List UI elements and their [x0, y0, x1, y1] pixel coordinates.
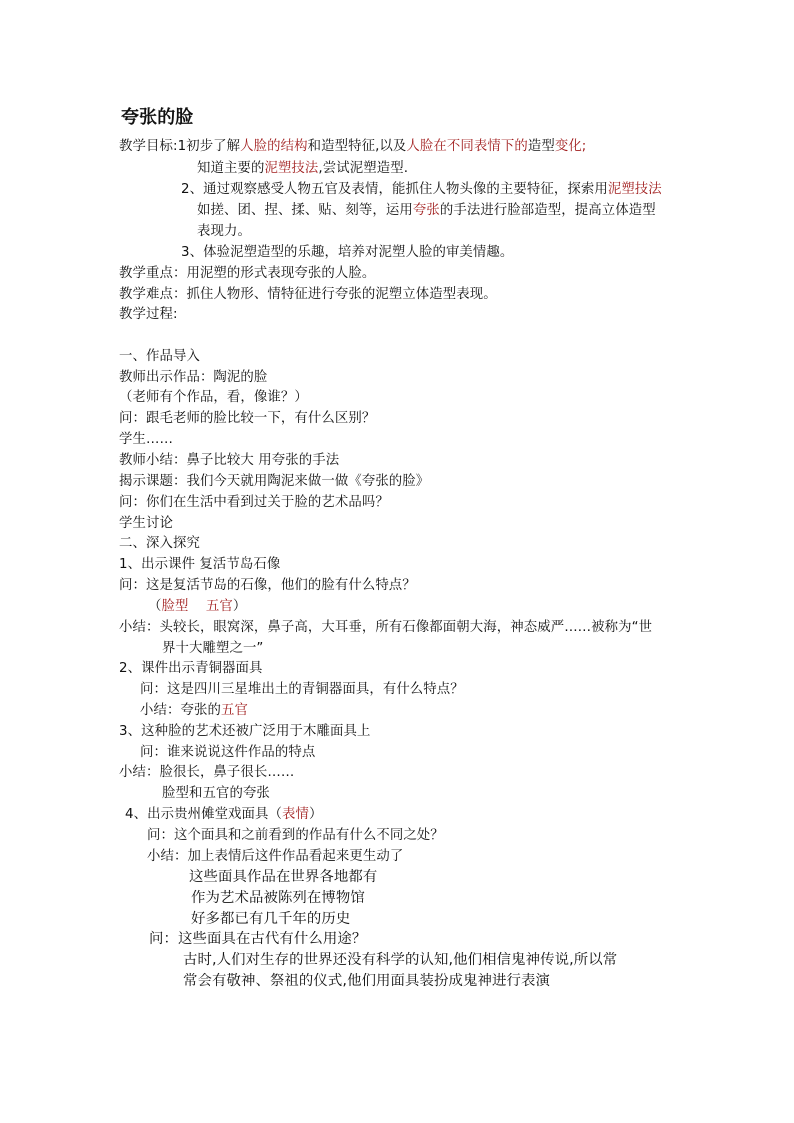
- highlight-text: 五官: [220, 703, 248, 718]
- goal-2-line-1: [181, 181, 662, 199]
- s2-question: 问：这个面具和之前看到的作品有什么不同之处？: [147, 828, 444, 843]
- s2-summary: 小结：头较长，眼窝深，鼻子高，大耳垂，所有石像都面朝大海，神态威严……被称为“世: [119, 620, 653, 635]
- s2-question: 问：谁来说说这件作品的特点: [140, 745, 316, 760]
- difficulty: 教学难点：抓住人物形、情特征进行夸张的泥塑立体造型表现。: [119, 287, 497, 302]
- goal-2-line-2: [197, 202, 656, 220]
- s2-question: 问：这是复活节岛的石像，他们的脸有什么特点？: [119, 578, 416, 593]
- highlight-text: 表情: [282, 807, 309, 822]
- s1-line: 教师出示作品：陶泥的脸: [119, 370, 268, 385]
- highlight-text: 泥塑技法: [607, 182, 662, 197]
- s2-summary: 这些面具作品在世界各地都有: [189, 869, 378, 885]
- section-2-heading: 二、深入探究: [119, 536, 200, 551]
- s1-line: 问：你们在生活中看到过关于脸的艺术品吗？: [119, 495, 389, 510]
- text-segment: 的手法进行脸部造型，提高立体造型: [439, 203, 656, 218]
- s2-answer: 古时,人们对生存的世界还没有科学的认知,他们相信鬼神传说,所以常: [183, 952, 618, 968]
- text-segment: 和造型特征,以及: [307, 139, 407, 154]
- s1-line: 学生讨论: [119, 516, 173, 531]
- s2-item: 2、课件出示青铜器面具: [119, 661, 263, 676]
- highlight-text: 人脸的结构: [240, 139, 308, 154]
- goal-2-line-3: 表现力。: [197, 224, 251, 239]
- goal-3: 3、体验泥塑造型的乐趣，培养对泥塑人脸的审美情趣。: [181, 245, 514, 260]
- highlight-text: 脸型 五官: [161, 599, 233, 614]
- s1-line: （老师有个作品，看，像谁？）: [119, 390, 308, 405]
- key-point: 教学重点：用泥塑的形式表现夸张的人脸。: [119, 266, 376, 281]
- page-title: 夸张的脸: [121, 107, 194, 128]
- text-segment: 4、出示贵州傩堂戏面具（: [125, 807, 283, 822]
- text-segment: ）: [309, 807, 323, 822]
- s1-line: 教师小结：鼻子比较大 用夸张的手法: [119, 453, 340, 468]
- goals-label: 教学目标:1: [119, 139, 187, 154]
- text-segment: （: [148, 599, 162, 614]
- highlight-text: 泥塑技法: [264, 161, 319, 176]
- s2-summary: 脸型和五官的夸张: [162, 786, 270, 801]
- s2-summary: 小结：脸很长，鼻子很长……: [119, 765, 295, 780]
- s2-summary: 界十大雕塑之一”: [162, 641, 264, 656]
- s2-summary: 作为艺术品被陈列在博物馆: [191, 890, 365, 906]
- text-segment: 如搓、团、捏、揉、贴、刻等，运用: [197, 203, 413, 218]
- s2-question: 问：这些面具在古代有什么用途？: [149, 931, 367, 947]
- s2-item: 3、这种脸的艺术还被广泛用于木雕面具上: [119, 724, 371, 739]
- s1-line: 揭示课题：我们今天就用陶泥来做一做《夸张的脸》: [119, 474, 430, 489]
- process-label: 教学过程:: [119, 307, 178, 322]
- highlight-text: 夸张: [412, 203, 440, 218]
- s1-line: 学生……: [119, 432, 173, 447]
- text-segment: ,尝试泥塑造型.: [318, 161, 409, 176]
- text-segment: 2、通过观察感受人物五官及表情，能抓住人物头像的主要特征，探索用: [181, 182, 608, 197]
- section-1-heading: 一、作品导入: [119, 349, 200, 364]
- s2-item: 1、出示课件 复活节岛石像: [119, 557, 281, 572]
- s2-summary: 好多都已有几千年的历史: [191, 911, 351, 927]
- s2-summary: 小结：加上表情后这件作品看起来更生动了: [147, 849, 404, 864]
- text-segment: 初步了解: [186, 139, 241, 154]
- goal-1-line-2: [197, 160, 408, 178]
- s2-answer: 常会有敬神、祭祖的仪式,他们用面具装扮成鬼神进行表演: [183, 973, 550, 989]
- s2-item: [125, 806, 323, 824]
- highlight-text: 变化;: [554, 139, 587, 154]
- s2-question: 问：这是四川三星堆出土的青铜器面具，有什么特点？: [140, 682, 464, 697]
- goal-1-line-1: [119, 138, 586, 156]
- highlight-text: 人脸在不同表情下的: [406, 139, 528, 154]
- s1-line: 问：跟毛老师的脸比较一下，有什么区别？: [119, 411, 376, 426]
- text-segment: 造型: [527, 139, 555, 154]
- s2-tag: [148, 598, 246, 616]
- text-segment: 知道主要的: [197, 161, 265, 176]
- s2-summary: [140, 702, 248, 720]
- text-segment: 小结：夸张的: [140, 703, 221, 718]
- text-segment: ）: [232, 599, 247, 614]
